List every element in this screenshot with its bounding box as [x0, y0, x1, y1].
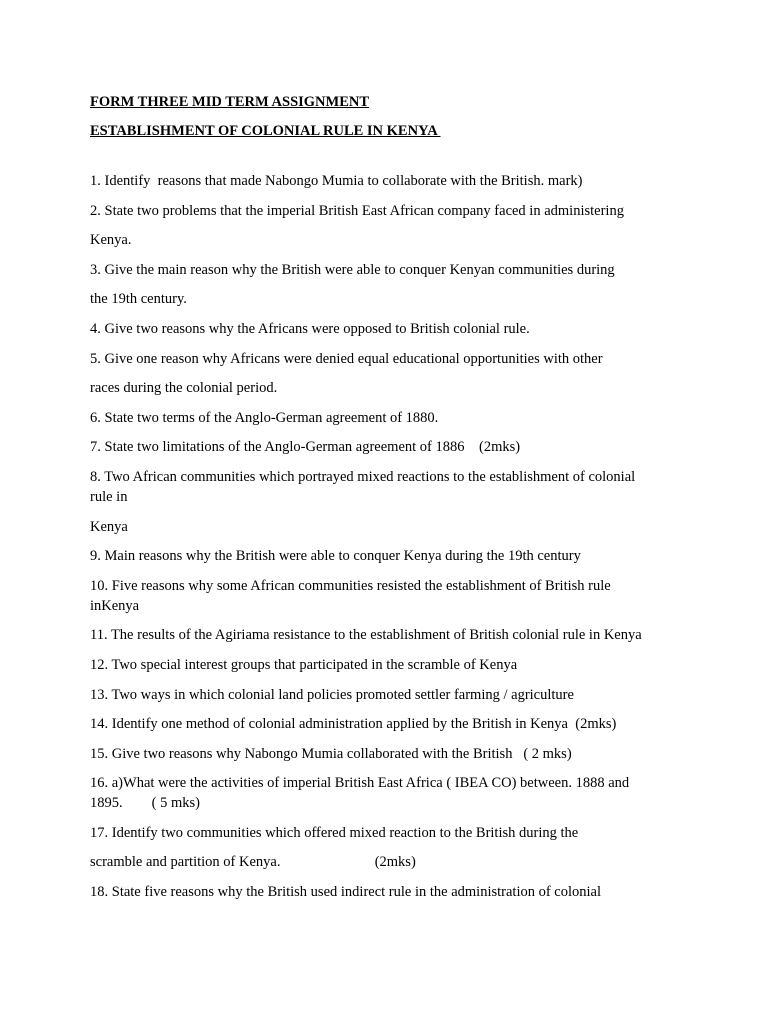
question-line: 17. Identify two communities which offered mixed reaction to the British during the [90, 824, 579, 841]
question-line: Kenya [90, 518, 128, 535]
question-line: 13. Two ways in which colonial land policies promoted settler farming / agriculture [90, 686, 574, 703]
question-line: 15. Give two reasons why Nabongo Mumia collaborated with the British ( 2 mks) [90, 745, 572, 762]
question-line: rule in [90, 488, 128, 505]
question-line: 18. State five reasons why the British used indirect rule in the administration of colonial [90, 884, 602, 901]
question-line: 12. Two special interest groups that participated in the scramble of Kenya [90, 656, 518, 673]
document-page [90, 92, 670, 912]
document-subtitle: ESTABLISHMENT OF COLONIAL RULE IN KENYA [90, 123, 441, 139]
question-line: scramble and partition of Kenya. (2mks) [90, 854, 416, 871]
question-line: inKenya [90, 597, 140, 614]
document-title: FORM THREE MID TERM ASSIGNMENT [90, 94, 370, 110]
question-line: 2. State two problems that the imperial British East African company faced in administering [90, 202, 624, 219]
question-line: 3. Give the main reason why the British were able to conquer Kenyan communities during [90, 261, 615, 278]
question-line: 9. Main reasons why the British were able to conquer Kenya during the 19th century [90, 548, 581, 565]
question-line: 4. Give two reasons why the Africans were opposed to British colonial rule. [90, 320, 530, 337]
question-line: the 19th century. [90, 291, 187, 308]
question-line: 7. State two limitations of the Anglo-German agreement of 1886 (2mks) [90, 439, 521, 456]
question-line: races during the colonial period. [90, 380, 278, 397]
question-line: 16. a)What were the activities of imperial British East Africa ( IBEA CO) between. 1888 and [90, 775, 630, 792]
question-line: 5. Give one reason why Africans were denied equal educational opportunities with other [90, 350, 603, 367]
question-line: 10. Five reasons why some African communities resisted the establishment of British rule [90, 577, 611, 594]
question-line: 1. Identify reasons that made Nabongo Mumia to collaborate with the British. mark) [90, 173, 583, 189]
question-line: 1895. ( 5 mks) [90, 795, 200, 812]
question-line: 14. Identify one method of colonial administration applied by the British in Kenya (2mks) [90, 716, 617, 733]
question-line: 6. State two terms of the Anglo-German agreement of 1880. [90, 409, 439, 426]
question-line: 8. Two African communities which portrayed mixed reactions to the establishment of colonial [90, 468, 636, 485]
question-line: 11. The results of the Agiriama resistance to the establishment of British colonial rule in Kenya [90, 627, 642, 644]
question-line: Kenya. [90, 232, 132, 249]
